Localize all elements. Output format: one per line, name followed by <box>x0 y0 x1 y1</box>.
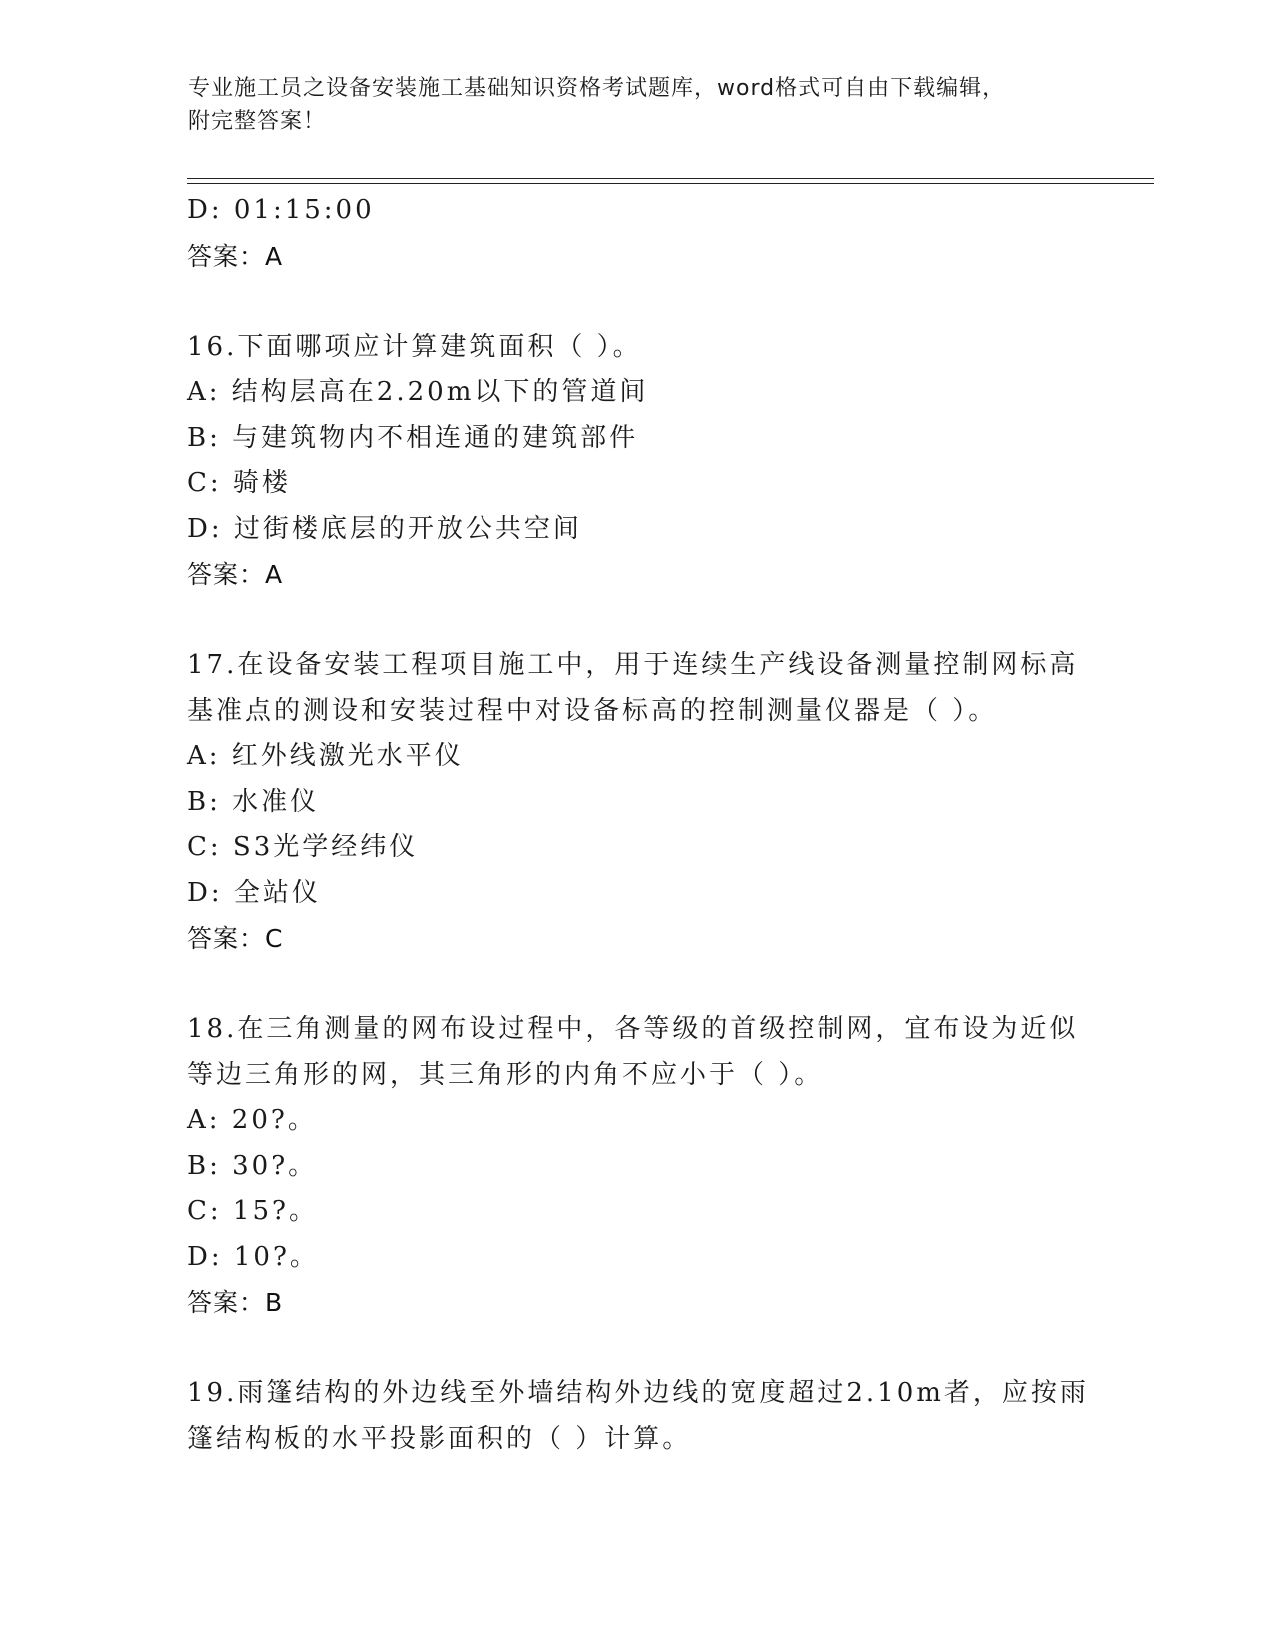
question-19 <box>187 1371 1087 1462</box>
question-content <box>187 188 1087 1462</box>
option-c: C: S3光学经纬仪 <box>187 832 419 862</box>
option-d: D: 01:15:00 <box>187 195 375 225</box>
question-15-tail <box>187 188 1087 279</box>
question-stem-line-2: 基准点的测设和安装过程中对设备标高的控制测量仪器是（ ）。 <box>187 695 998 726</box>
option-c: C: 15?。 <box>187 1196 318 1226</box>
option-d: D: 过街楼底层的开放公共空间 <box>187 513 582 544</box>
answer-line: 答案：C <box>187 924 284 953</box>
answer-line: 答案：A <box>187 241 284 271</box>
header-divider-bottom <box>187 183 1154 184</box>
question-stem-line-2: 篷结构板的水平投影面积的（ ）计算。 <box>187 1423 692 1454</box>
option-b: B: 水准仪 <box>187 786 320 817</box>
answer-line: 答案：A <box>187 560 284 589</box>
question-stem-line-1: 17.在设备安装工程项目施工中，用于连续生产线设备测量控制网标高 <box>187 650 1079 680</box>
question-stem-line-1: 19.雨篷结构的外边线至外墙结构外边线的宽度超过2.10m者，应按雨 <box>187 1378 1089 1408</box>
option-a: A: 结构层高在2.20m以下的管道间 <box>187 377 649 407</box>
question-18 <box>187 1007 1087 1326</box>
option-c: C: 骑楼 <box>187 468 291 498</box>
header-title-line-2: 附完整答案！ <box>188 109 327 134</box>
option-b: B: 与建筑物内不相连通的建筑部件 <box>187 422 639 453</box>
question-stem-line-1: 18.在三角测量的网布设过程中，各等级的首级控制网，宜布设为近似 <box>187 1014 1079 1044</box>
spacer <box>187 962 1087 1008</box>
spacer <box>187 1326 1087 1372</box>
option-a: A: 20?。 <box>187 1105 317 1135</box>
option-d: D: 全站仪 <box>187 877 321 908</box>
question-stem-line-2: 等边三角形的网，其三角形的内角不应小于（ ）。 <box>187 1059 824 1090</box>
document-header <box>188 72 1088 138</box>
question-17 <box>187 643 1087 962</box>
spacer <box>187 279 1087 325</box>
spacer <box>187 598 1087 644</box>
option-b: B: 30?。 <box>187 1150 318 1181</box>
header-divider-top <box>187 178 1154 179</box>
header-title-line-1: 专业施工员之设备安装施工基础知识资格考试题库，word格式可自由下载编辑， <box>188 76 1006 101</box>
question-stem: 16.下面哪项应计算建筑面积（ ）。 <box>187 331 642 362</box>
option-a: A: 红外线激光水平仪 <box>187 741 464 771</box>
question-16 <box>187 325 1087 598</box>
option-d: D: 10?。 <box>187 1241 319 1272</box>
answer-line: 答案：B <box>187 1288 284 1317</box>
